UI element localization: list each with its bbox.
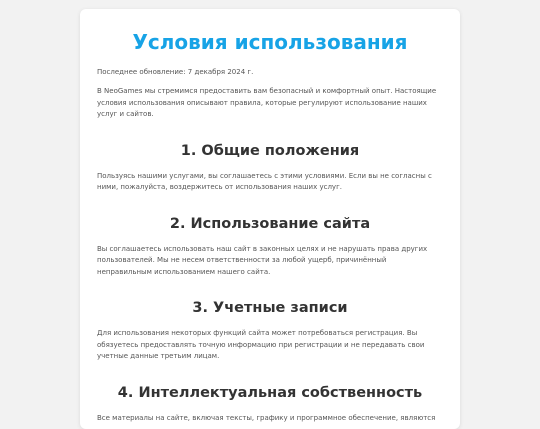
section-text-accounts: Для использования некоторых функций сайта может потребоваться регистрация. Вы обязуетесь предоставлять точную информацию при регистрации и не передавать свои учетные данные третьим лицам.	[97, 329, 425, 360]
section-text-general: Пользуясь нашими услугами, вы соглашаетесь с этими условиями. Если вы не согласны с ними, пожалуйста, воздержитесь от использования наших услуг.	[97, 171, 432, 191]
section-text-site-usage: Вы соглашаетесь использовать наш сайт в законных целях и не нарушать права других пользователей. Мы не несем ответственности за любой ущерб, причинённый неправильным использованием нашего сайта.	[97, 244, 428, 276]
section-heading-site-usage: 2. Использование сайта	[169, 215, 371, 232]
page-title: Условия использования	[132, 30, 408, 54]
section-heading-general: 1. Общие положения	[180, 142, 360, 159]
last-updated-text: Последнее обновление: 7 декабря 2024 г.	[97, 68, 254, 76]
section-heading-accounts: 3. Учетные записи	[192, 300, 348, 316]
section-heading-intellectual-property: 4. Интеллектуальная собственность	[117, 384, 423, 401]
section-text-intellectual-property: Все материалы на сайте, включая тексты, графику и программное обеспечение, являются	[97, 413, 436, 422]
intro-paragraph: В NeoGames мы стремимся предоставить вам безопасный и комфортный опыт. Настоящие условия использования описывают правила, которые регулируют использование наших услуг и сайтов.	[97, 87, 437, 118]
terms-card	[80, 9, 460, 429]
